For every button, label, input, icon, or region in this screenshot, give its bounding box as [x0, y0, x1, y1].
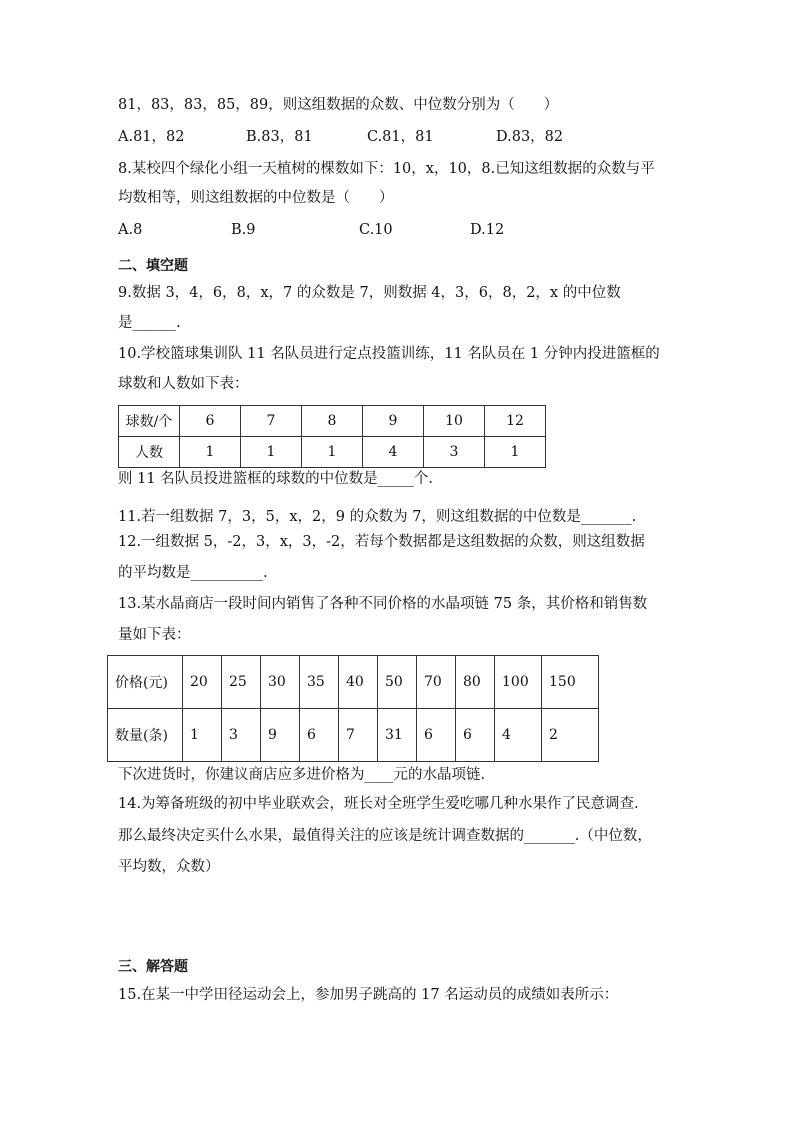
- q13-data-cell: 6: [456, 709, 495, 762]
- q13-data-cell: 7: [339, 709, 378, 762]
- q13-header-cell: 40: [339, 656, 378, 709]
- q13-data-cell: 6: [417, 709, 456, 762]
- q13-data-cell: 9: [261, 709, 300, 762]
- q10-data-cell: 1: [302, 437, 363, 468]
- q13-line1: 13.某水晶商店一段时间内销售了各种不同价格的水晶项链 75 条，其价格和销售数: [118, 596, 648, 612]
- q7-option-a: A.81，82: [118, 129, 185, 145]
- q10-header-cell: 12: [485, 406, 546, 437]
- q13-data-cell: 6: [300, 709, 339, 762]
- q7-option-b: B.83，81: [246, 129, 313, 145]
- q13-header-cell: 50: [378, 656, 417, 709]
- q8-option-a: A.8: [118, 222, 143, 238]
- q10-data-cell: 1: [241, 437, 302, 468]
- q9-line2: 是______.: [118, 315, 181, 331]
- q10-line2: 球数和人数如下表：: [118, 376, 249, 392]
- q8-option-d: D.12: [470, 222, 505, 238]
- q10-data-cell: 1: [485, 437, 546, 468]
- q10-header-cell: 7: [241, 406, 302, 437]
- q13-header-cell: 100: [495, 656, 542, 709]
- q13-data-cell: 4: [495, 709, 542, 762]
- q13-data-cell: 数量(条): [108, 709, 183, 762]
- q15-line: 15.在某一中学田径运动会上，参加男子跳高的 17 名运动员的成绩如表所示：: [118, 987, 619, 1003]
- q10-line1: 10.学校篮球集训队 11 名队员进行定点投篮训练，11 名队员在 1 分钟内投进篮框的: [118, 346, 660, 362]
- q11-line: 11.若一组数据 7，3，5，x，2，9 的众数为 7，则这组数据的中位数是_______.: [118, 509, 637, 525]
- q13-table: [107, 655, 599, 762]
- q10-header-cell: 10: [424, 406, 485, 437]
- q13-header-cell: 80: [456, 656, 495, 709]
- q13-header-cell: 30: [261, 656, 300, 709]
- q13-table-header-row: [108, 656, 599, 709]
- section3-title: 三、解答题: [118, 959, 188, 975]
- q7-option-d: D.83，82: [496, 129, 564, 145]
- q8-option-b: B.9: [231, 222, 256, 238]
- q7-option-c: C.81，81: [367, 129, 434, 145]
- q13-header-cell: 20: [183, 656, 222, 709]
- q10-table-data-row: [119, 437, 546, 468]
- q10-data-cell: 3: [424, 437, 485, 468]
- q9-line1: 9.数据 3，4，6，8，x，7 的众数是 7，则数据 4，3，6，8，2，x 的中位数: [118, 285, 621, 301]
- q13-table-data-row: [108, 709, 599, 762]
- q13-after: 下次进货时，你建议商店应多进价格为____元的水晶项链.: [118, 767, 486, 783]
- q7-line: 81，83，83，85，89，则这组数据的众数、中位数分别为（ ）: [118, 97, 559, 113]
- q12-line2: 的平均数是__________.: [118, 565, 268, 581]
- q13-header-cell: 70: [417, 656, 456, 709]
- q12-line1: 12.一组数据 5，-2，3，x，3，-2，若每个数据都是这组数据的众数，则这组数据: [118, 534, 645, 550]
- q10-data-cell: 1: [180, 437, 241, 468]
- q13-line2: 量如下表：: [118, 627, 191, 643]
- q13-header-cell: 价格(元): [108, 656, 183, 709]
- q13-data-cell: 2: [542, 709, 599, 762]
- q10-header-cell: 8: [302, 406, 363, 437]
- q13-data-cell: 3: [222, 709, 261, 762]
- q8-line1: 8.某校四个绿化小组一天植树的棵数如下：10，x，10，8.已知这组数据的众数与平: [118, 161, 655, 177]
- q13-header-cell: 150: [542, 656, 599, 709]
- section2-title: 二、填空题: [118, 258, 188, 274]
- q8-option-c: C.10: [359, 222, 393, 238]
- q10-header-cell: 6: [180, 406, 241, 437]
- q13-data-cell: 1: [183, 709, 222, 762]
- q14-line3: 平均数，众数）: [118, 859, 220, 875]
- q14-line1: 14.为筹备班级的初中毕业联欢会，班长对全班学生爱吃哪几种水果作了民意调查.: [118, 796, 639, 812]
- q10-after: 则 11 名队员投进篮框的球数的中位数是_____个.: [118, 471, 434, 487]
- q8-line2: 均数相等，则这组数据的中位数是（ ）: [118, 190, 394, 206]
- q13-header-cell: 25: [222, 656, 261, 709]
- q10-header-cell: 球数/个: [119, 406, 180, 437]
- q10-header-cell: 9: [363, 406, 424, 437]
- q10-data-cell: 人数: [119, 437, 180, 468]
- q13-header-cell: 35: [300, 656, 339, 709]
- q10-data-cell: 4: [363, 437, 424, 468]
- q10-table-header-row: [119, 406, 546, 437]
- q13-data-cell: 31: [378, 709, 417, 762]
- q14-line2: 那么最终决定买什么水果，最值得关注的应该是统计调查数据的_______.（中位数，: [118, 828, 652, 844]
- q10-table: [118, 405, 546, 468]
